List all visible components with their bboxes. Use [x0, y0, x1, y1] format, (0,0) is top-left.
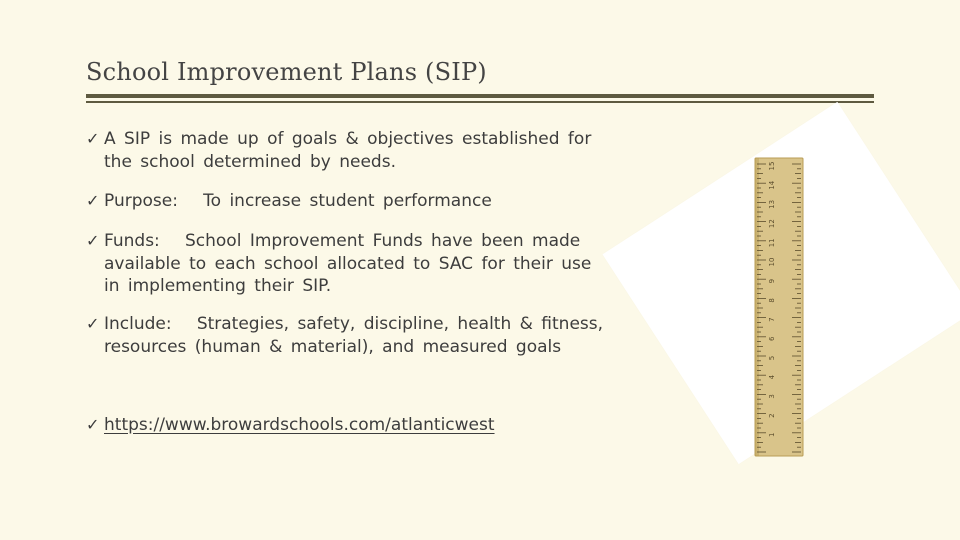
- bullet-line: resources (human & material), and measured goals: [104, 336, 562, 357]
- bullet-text: [104, 128, 656, 173]
- ruler-number: 14: [768, 180, 776, 190]
- ruler-number: 3: [768, 394, 776, 399]
- title-rule-thick: [86, 94, 874, 98]
- ruler-number: 6: [768, 336, 776, 342]
- bullet-text: [104, 230, 656, 298]
- ruler-number: 1: [768, 432, 776, 438]
- checkmark-icon: ✓: [86, 314, 100, 333]
- checkmark-icon: ✓: [86, 231, 100, 250]
- bullet-line: Funds: School Improvement Funds have been made: [104, 231, 581, 251]
- title-double-rule: [86, 94, 874, 104]
- checkmark-icon: ✓: [86, 415, 100, 434]
- checkmark-icon: ✓: [86, 191, 100, 210]
- checkmark-icon: ✓: [86, 129, 100, 148]
- bullet-sip-definition: [86, 128, 656, 173]
- ruler-number: 11: [768, 238, 776, 248]
- bullet-include: [86, 313, 656, 358]
- bullet-line: available to each school allocated to SAC for their use: [104, 253, 592, 274]
- bullet-text: [104, 313, 656, 358]
- bullet-line: the school determined by needs.: [104, 151, 396, 172]
- ruler-number: 7: [768, 317, 776, 322]
- bullet-line: Include: Strategies, safety, discipline, health & fitness,: [104, 314, 604, 334]
- bullet-website: [86, 414, 656, 437]
- ruler-numbers: [768, 162, 776, 437]
- slide-title: School Improvement Plans (SIP): [86, 58, 487, 86]
- ruler-number: 4: [768, 374, 776, 380]
- ruler-number: 12: [768, 219, 776, 229]
- bullet-purpose: [86, 190, 656, 213]
- bullet-text: [104, 414, 656, 437]
- bullet-line: A SIP is made up of goals & objectives established for: [104, 129, 592, 149]
- ruler-image: [752, 156, 806, 458]
- ruler-number: 5: [768, 355, 776, 361]
- title-rule-thin: [86, 101, 874, 103]
- bullet-line: Purpose: To increase student performance: [104, 191, 492, 211]
- bullet-funds: [86, 230, 656, 298]
- ruler-number: 8: [768, 298, 776, 303]
- school-website-link[interactable]: https://www.browardschools.com/atlanticwest: [104, 415, 495, 435]
- ruler-number: 9: [768, 278, 776, 284]
- ruler-number: 10: [768, 257, 776, 267]
- bullet-line: in implementing their SIP.: [104, 276, 332, 296]
- ruler-number: 2: [768, 413, 776, 418]
- bullet-text: [104, 190, 656, 213]
- ruler-number: 13: [768, 199, 776, 209]
- ruler-number: 15: [768, 161, 776, 171]
